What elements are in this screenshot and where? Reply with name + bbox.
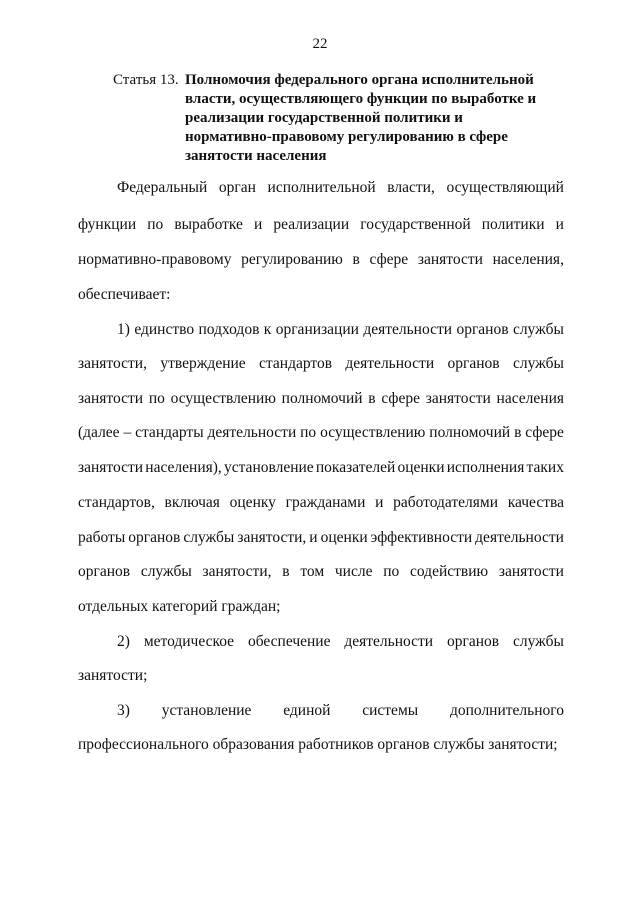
text-word: осуществляющий (446, 179, 564, 196)
text-word: полномочий (429, 424, 511, 441)
text-word: утверждение (160, 355, 246, 372)
text-line: отдельных категорий граждан; (78, 598, 281, 615)
text-word: службы (140, 563, 192, 580)
text-word: занятости (78, 459, 144, 476)
text-word: и (375, 494, 384, 511)
text-word: в (514, 424, 522, 441)
text-word: гражданами (285, 494, 366, 511)
text-word: и (309, 529, 318, 546)
article-title-line: реализации государственной политики и (185, 110, 463, 126)
article-title-line: нормативно-правовому регулированию в сфере (185, 129, 508, 145)
text-word: 3) (117, 702, 130, 719)
text-word: в (368, 390, 376, 407)
text-word: государственной (360, 216, 471, 233)
text-word: дополнительного (449, 702, 564, 719)
article-label: Статья 13. (113, 72, 179, 88)
text-word: (далее (78, 424, 120, 441)
text-word: органов (78, 563, 131, 580)
text-word: деятельности (207, 424, 297, 441)
text-word: сфере (381, 390, 420, 407)
text-word: власти, (387, 179, 435, 196)
text-word: оценки (397, 459, 445, 476)
text-word: стандартов (259, 355, 333, 372)
text-word: по (383, 563, 400, 580)
text-word: по (300, 424, 317, 441)
text-word: населения (496, 390, 564, 407)
text-word: оценки (320, 529, 368, 546)
page-number: 22 (312, 36, 328, 52)
text-word: осуществлению (320, 424, 426, 441)
text-word: стандарты (135, 424, 204, 441)
text-word: и (254, 216, 263, 233)
text-line (117, 632, 564, 652)
text-word: реализации (273, 216, 350, 233)
text-word: работы (78, 529, 126, 546)
text-word: – (123, 424, 132, 441)
text-word: населения, (492, 251, 564, 268)
text-word: стандартов, (78, 494, 155, 511)
text-word: политики (481, 216, 545, 233)
text-word: единство (134, 321, 195, 338)
text-word: исполнительной (267, 179, 376, 196)
text-word: оценку (229, 494, 276, 511)
text-word: органов (456, 321, 509, 338)
text-word: регулированию (241, 251, 343, 268)
text-word: деятельности (345, 355, 435, 372)
text-word: орган (218, 179, 256, 196)
text-line (78, 562, 564, 582)
text-word: нормативно-правовому (78, 251, 232, 268)
text-word: 2) (117, 633, 130, 650)
text-word: исполнения (446, 459, 525, 476)
text-word: том (300, 563, 325, 580)
text-word: занятости (425, 390, 491, 407)
text-word: занятости (78, 390, 144, 407)
text-word: установление (161, 702, 252, 719)
text-word: организации (275, 321, 359, 338)
text-word: населения), (145, 459, 222, 476)
text-word: полномочий (281, 390, 363, 407)
text-word: осуществлению (170, 390, 276, 407)
text-word: деятельности (475, 529, 564, 546)
text-word: методическое (143, 633, 235, 650)
text-word: службы (512, 355, 564, 372)
text-line: обеспечивает: (78, 286, 171, 303)
text-line (78, 250, 564, 270)
text-word: службы (512, 633, 564, 650)
text-word: по (147, 216, 164, 233)
text-word: занятости, (78, 355, 147, 372)
text-word: включая (164, 494, 220, 511)
text-line (117, 701, 564, 721)
article-title-line: власти, осуществляющего функции по выработке и (185, 91, 537, 107)
text-line (78, 389, 564, 409)
text-word: подходов (198, 321, 260, 338)
text-word: занятости, (202, 563, 272, 580)
text-word: эффективности (370, 529, 473, 546)
text-line: профессионального образования работников органов службы занятости; (78, 736, 558, 753)
text-word: показателей (315, 459, 396, 476)
text-line (78, 354, 564, 374)
article-title (185, 71, 575, 166)
article-title-line: занятости населения (185, 148, 327, 164)
text-word: содействию (410, 563, 489, 580)
text-line (78, 423, 564, 443)
text-word: системы (362, 702, 419, 719)
text-word: занятости (417, 251, 483, 268)
text-word: и (555, 216, 564, 233)
text-word: к (263, 321, 272, 338)
text-line (117, 320, 564, 340)
text-word: обеспечение (247, 633, 331, 650)
text-word: таких (526, 459, 564, 476)
text-line (117, 178, 564, 198)
text-word: службы (183, 529, 235, 546)
text-word: функции (78, 216, 137, 233)
text-word: по (148, 390, 165, 407)
text-line (78, 458, 564, 478)
text-word: выработке (174, 216, 243, 233)
text-word: сфере (525, 424, 564, 441)
text-word: числе (334, 563, 373, 580)
text-line: занятости; (78, 667, 148, 684)
text-line (78, 528, 564, 548)
text-word: органов (447, 355, 500, 372)
text-word: органов (446, 633, 500, 650)
text-word: деятельности (363, 321, 453, 338)
text-word: установление (223, 459, 314, 476)
article-title-line: Полномочия федерального органа исполнительной (185, 72, 534, 88)
text-word: работодателями (393, 494, 498, 511)
text-word: службы (512, 321, 564, 338)
text-word: единой (283, 702, 331, 719)
text-word: занятости (498, 563, 564, 580)
text-word: занятости, (237, 529, 307, 546)
text-word: в (282, 563, 290, 580)
text-word: деятельности (344, 633, 434, 650)
text-word: 1) (117, 321, 130, 338)
text-line (78, 215, 564, 235)
text-word: сфере (369, 251, 409, 268)
text-word: качества (507, 494, 564, 511)
text-word: в (352, 251, 360, 268)
text-word: органов (128, 529, 181, 546)
text-line (78, 493, 564, 513)
text-word: Федеральный (117, 179, 208, 196)
